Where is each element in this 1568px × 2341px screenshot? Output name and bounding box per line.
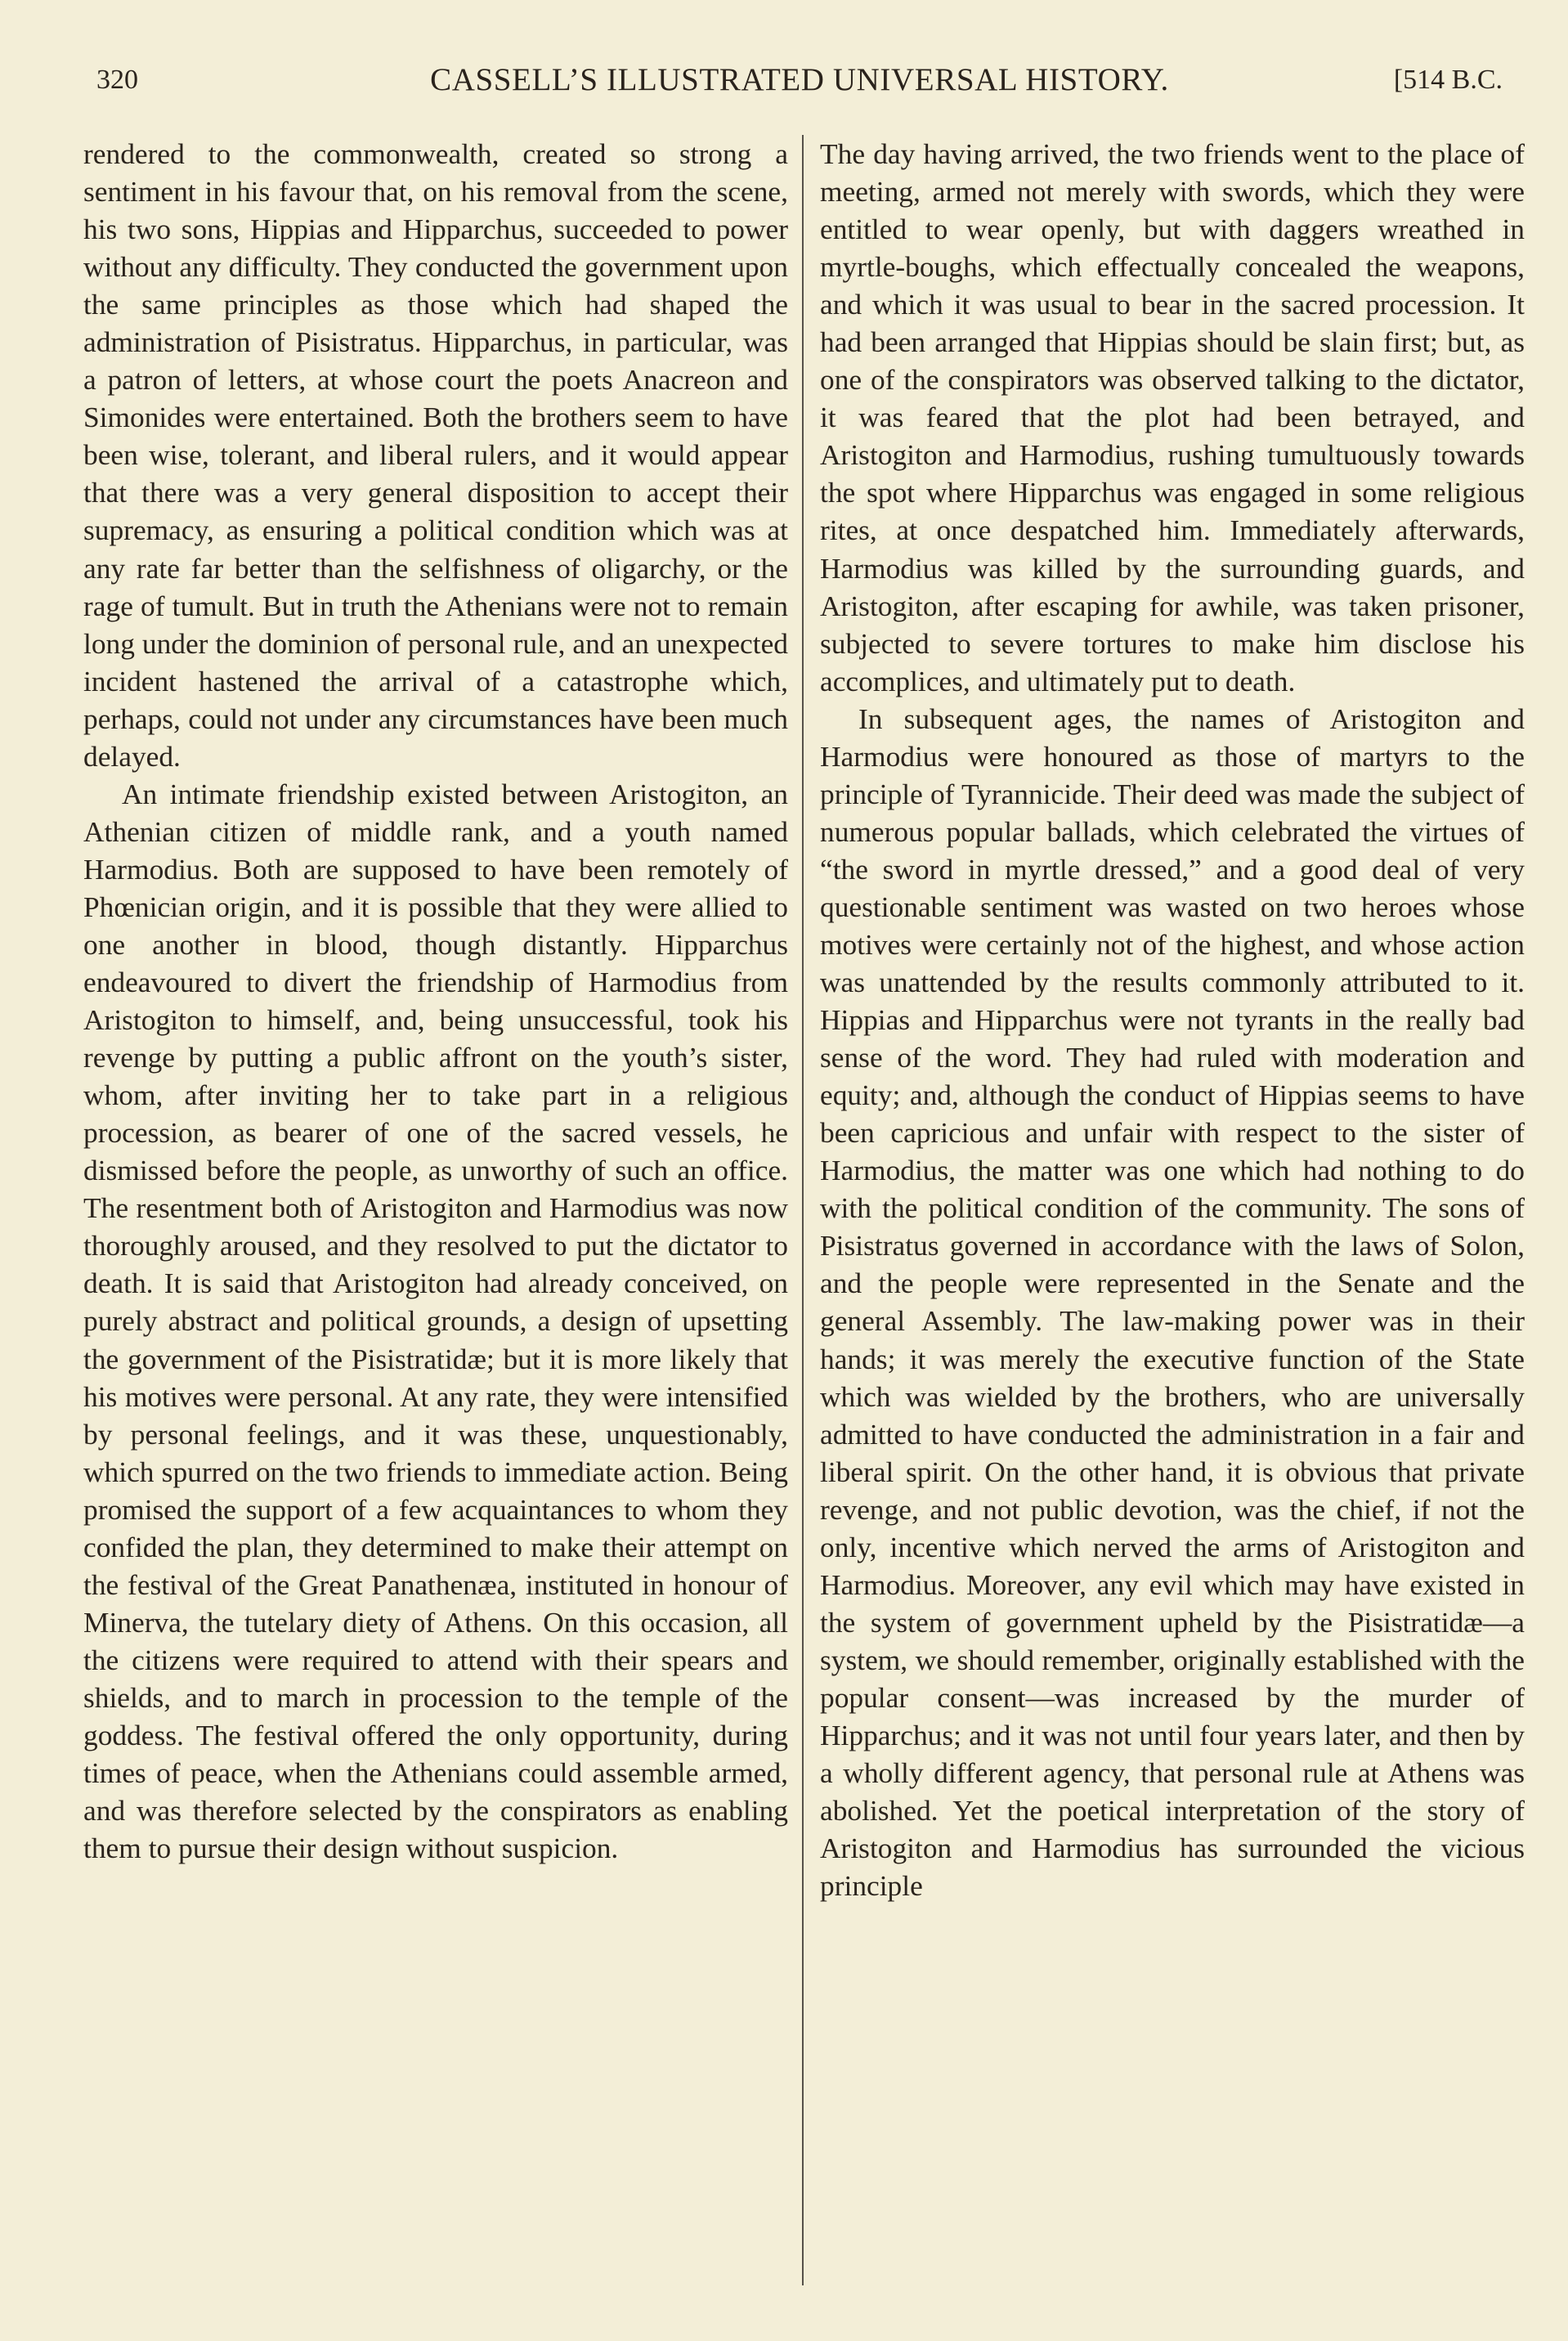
paragraph: In subsequent ages, the names of Aristogiton and Harmodius were honoured as those of martyrs to the principle of Tyrannicide. Their deed was made the subject of numerous popular ballads, which celebrated the virtues of “the sword in myrtle dressed,” and a good deal of very questionable sentiment was wasted on two heroes whose motives were certainly not of the highest, and whose action was unattended by the results commonly attributed to it. Hippias and Hipparchus were not tyrants in the really bad sense of the word. They had ruled with moderation and equity; and, although the conduct of Hippias seems to have been capricious and unfair with respect to the sister of Harmodius, the matter was one which had nothing to do with the political condition of the community. The sons of Pisistratus governed in accordance with the laws of Solon, and the people were represented in the Senate and the general Assembly. The law-making power was in their hands; it was merely the executive function of the State which was wielded by the brothers, who are universally admitted to have conducted the administration in a fair and liberal spirit. On the other hand, it is obvious that private revenge, and not public devotion, was the chief, if not the only, incentive which nerved the arms of Aristogiton and Harmodius. Moreover, any evil which may have existed in the system of government upheld by the Pisistratidæ—a system, we should remember, originally established with the popular consent—was increased by the murder of Hipparchus; and it was not until four years later, and then by a wholly different agency, that personal rule at Athens was abolished. Yet the poetical interpretation of the story of Aristogiton and Harmodius has surrounded the vicious principle	[820, 702, 1525, 1903]
paragraph: An intimate friendship existed between Aristogiton, an Athenian citizen of middle rank, and a youth named Harmodius. Both are supposed to have been remotely of Phœnician origin, and it is possible that they were allied to one another in blood, though distantly. Hipparchus endeavoured to divert the friendship of Harmodius from Aristogiton to himself, and, being unsuccessful, took his revenge by putting a public affront on the youth’s sister, whom, after inviting her to take part in a religious procession, as bearer of one of the sacred vessels, he dismissed before the people, as unworthy of such an office. The resentment both of Aristogiton and Harmodius was now thoroughly aroused, and they resolved to put the dictator to death. It is said that Aristogiton had already conceived, on purely abstract and political grounds, a design of upsetting the government of the Pisistratidæ; but it is more likely that his motives were personal. At any rate, they were intensified by personal feelings, and it was these, unquestionably, which spurred on the two friends to immediate action. Being promised the support of a few acquaintances to whom they confided the plan, they determined to make their attempt on the festival of the Great Panathenæa, instituted in honour of Minerva, the tutelary diety of Athens. On this occasion, all the citizens were required to attend with their spears and shields, and to march in procession to the temple of the goddess. The festival offered the only opportunity, during times of peace, when the Athenians could assemble armed, and was therefore selected by the conspirators as enabling them to pursue their design without suspicion.	[83, 777, 788, 1865]
page-number: 320	[96, 65, 138, 95]
running-title: CASSELL’S ILLUSTRATED UNIVERSAL HISTORY.	[430, 62, 1169, 97]
paragraph: The day having arrived, the two friends went to the place of meeting, armed not merely with swords, which they were entitled to wear openly, but with daggers wreathed in myrtle-boughs, which effectually concealed the weapons, and which it was usual to bear in the sacred procession. It had been arranged that Hippias should be slain first; but, as one of the conspirators was observed talking to the dictator, it was feared that the plot had been betrayed, and Aristogiton and Harmodius, rushing tumultuously towards the spot where Hipparchus was engaged in some religious rites, at once despatched him. Immediately afterwards, Harmodius was killed by the surrounding guards, and Aristogiton, after escaping for awhile, was taken prisoner, subjected to severe tortures to make him disclose his accomplices, and ultimately put to death.	[820, 137, 1525, 697]
page-header	[96, 56, 1503, 105]
date-mark: [514 B.C.	[1393, 65, 1503, 95]
right-column	[820, 135, 1525, 2285]
column-divider	[802, 135, 804, 2285]
left-column	[83, 135, 788, 2285]
paragraph: rendered to the commonwealth, created so strong a sentiment in his favour that, on his removal from the scene, his two sons, Hippias and Hipparchus, succeeded to power without any difficulty. They conducted the government upon the same principles as those which had shaped the administration of Pisistratus. Hipparchus, in particular, was a patron of letters, at whose court the poets Anacreon and Simonides were entertained. Both the brothers seem to have been wise, tolerant, and liberal rulers, and it would appear that there was a very general disposition to accept their supremacy, as ensuring a political condition which was at any rate far better than the selfishness of oligarchy, or the rage of tumult. But in truth the Athenians were not to remain long under the dominion of personal rule, and an unexpected incident hastened the arrival of a catastrophe which, perhaps, could not under any circumstances have been much delayed.	[83, 137, 788, 773]
